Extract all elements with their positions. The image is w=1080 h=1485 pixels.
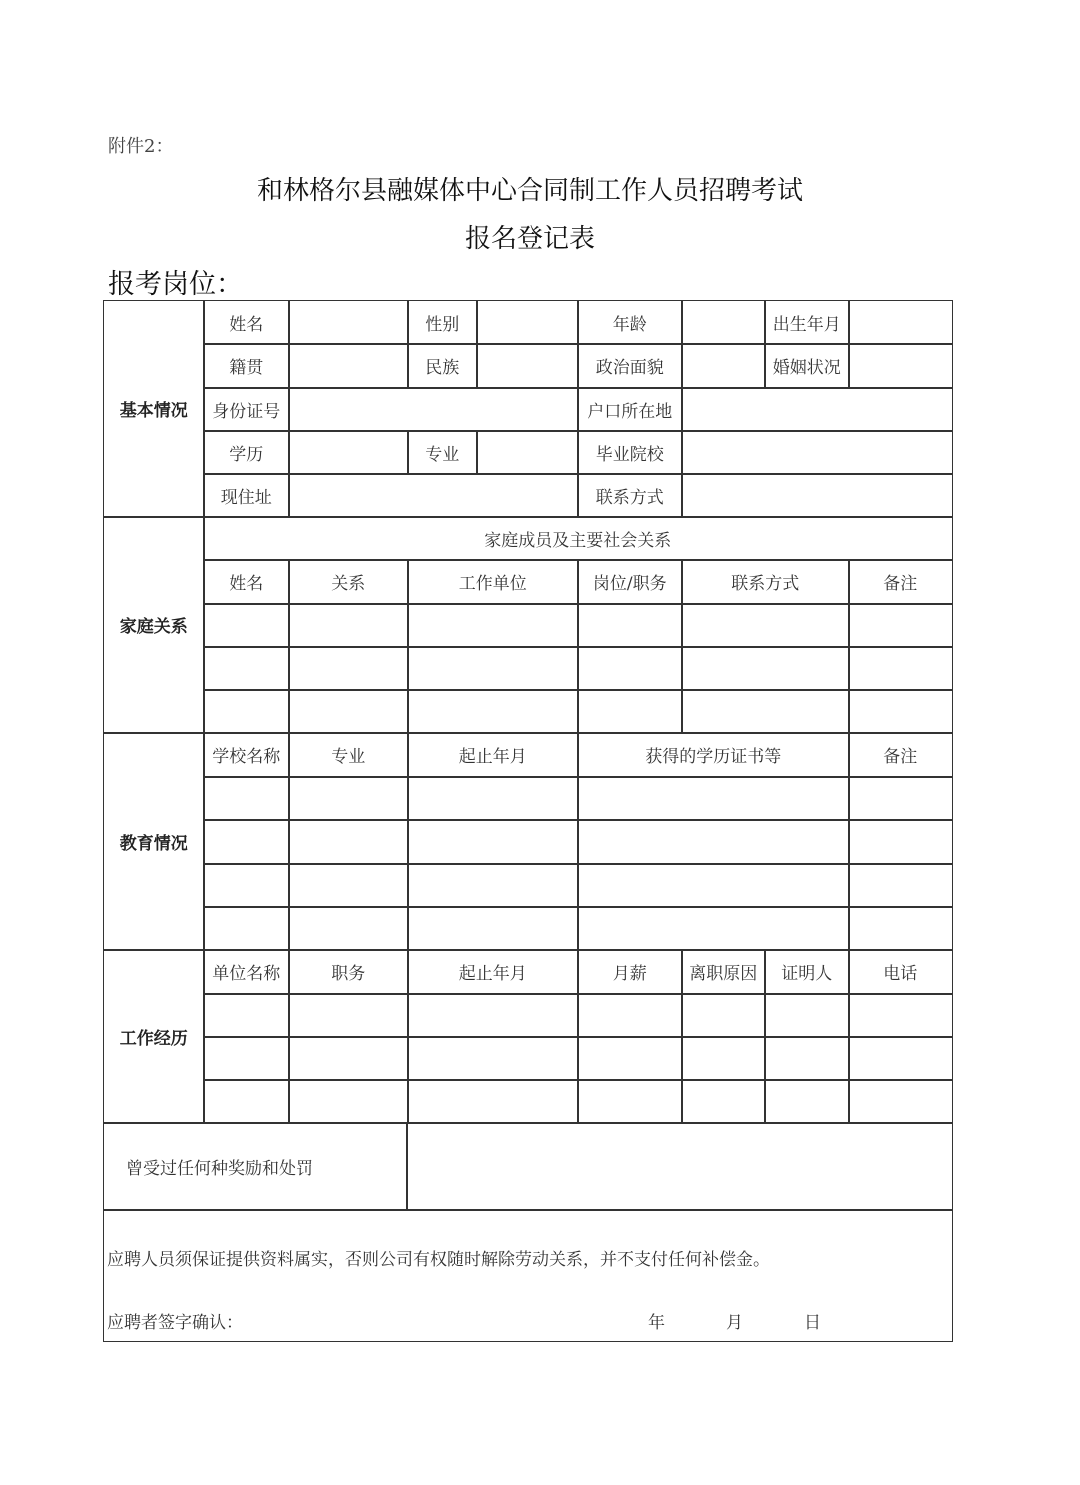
family-cell[interactable] bbox=[577, 603, 683, 648]
family-cell[interactable] bbox=[203, 689, 290, 734]
work-cell[interactable] bbox=[577, 1036, 683, 1081]
signature-label: 应聘者签字确认： bbox=[107, 1313, 243, 1333]
education-cell[interactable] bbox=[577, 776, 850, 821]
section-basic: 基本情况 bbox=[103, 300, 205, 518]
education-cell[interactable] bbox=[407, 863, 579, 908]
work-cell[interactable] bbox=[681, 1036, 766, 1081]
education-col-header: 获得的学历证书等 bbox=[577, 732, 850, 778]
work-col-header: 证明人 bbox=[764, 949, 850, 995]
family-cell[interactable] bbox=[848, 603, 953, 648]
position-label: 报考岗位： bbox=[108, 269, 243, 300]
family-cell[interactable] bbox=[848, 689, 953, 734]
field-hukou[interactable] bbox=[681, 387, 953, 432]
attachment-label: 附件2： bbox=[108, 136, 174, 157]
education-cell[interactable] bbox=[288, 776, 409, 821]
education-cell[interactable] bbox=[407, 776, 579, 821]
family-cell[interactable] bbox=[203, 646, 290, 691]
awards-label: 曾受过任何种奖励和处罚 bbox=[103, 1122, 408, 1211]
family-cell[interactable] bbox=[848, 646, 953, 691]
work-cell[interactable] bbox=[288, 1036, 409, 1081]
field-contact[interactable] bbox=[681, 473, 953, 518]
education-cell[interactable] bbox=[848, 863, 953, 908]
family-cell[interactable] bbox=[288, 689, 409, 734]
date-day: 日 bbox=[804, 1313, 821, 1333]
form-title: 和林格尔县融媒体中心合同制工作人员招聘考试 bbox=[256, 176, 803, 206]
form-subtitle: 报名登记表 bbox=[464, 224, 595, 254]
family-cell[interactable] bbox=[577, 689, 683, 734]
education-cell[interactable] bbox=[407, 819, 579, 865]
field-address[interactable] bbox=[288, 473, 579, 518]
education-cell[interactable] bbox=[577, 863, 850, 908]
work-cell[interactable] bbox=[288, 1079, 409, 1124]
label-id-number: 身份证号 bbox=[203, 387, 290, 432]
label-name: 姓名 bbox=[203, 300, 290, 345]
awards-field[interactable] bbox=[406, 1122, 953, 1211]
education-cell[interactable] bbox=[203, 863, 290, 908]
field-gender[interactable] bbox=[476, 300, 579, 345]
family-header: 家庭成员及主要社会关系 bbox=[203, 516, 953, 561]
label-contact: 联系方式 bbox=[577, 473, 683, 518]
work-col-header: 电话 bbox=[848, 949, 953, 995]
work-col-header: 月薪 bbox=[577, 949, 683, 995]
family-cell[interactable] bbox=[407, 689, 579, 734]
education-cell[interactable] bbox=[848, 906, 953, 951]
field-birth[interactable] bbox=[848, 300, 953, 345]
work-cell[interactable] bbox=[848, 993, 953, 1038]
label-ethnicity: 民族 bbox=[407, 343, 478, 389]
family-col-header: 工作单位 bbox=[407, 559, 579, 605]
education-cell[interactable] bbox=[577, 906, 850, 951]
education-cell[interactable] bbox=[577, 819, 850, 865]
education-cell[interactable] bbox=[288, 863, 409, 908]
family-cell[interactable] bbox=[288, 603, 409, 648]
work-cell[interactable] bbox=[681, 1079, 766, 1124]
label-address: 现住址 bbox=[203, 473, 290, 518]
education-cell[interactable] bbox=[407, 906, 579, 951]
label-marital: 婚姻状况 bbox=[764, 343, 850, 389]
family-col-header: 备注 bbox=[848, 559, 953, 605]
work-cell[interactable] bbox=[407, 1036, 579, 1081]
family-col-header: 关系 bbox=[288, 559, 409, 605]
label-school: 毕业院校 bbox=[577, 430, 683, 475]
work-col-header: 单位名称 bbox=[203, 949, 290, 995]
work-cell[interactable] bbox=[848, 1036, 953, 1081]
field-education[interactable] bbox=[288, 430, 409, 475]
label-major: 专业 bbox=[407, 430, 478, 475]
field-id-number[interactable] bbox=[288, 387, 579, 432]
education-cell[interactable] bbox=[288, 906, 409, 951]
work-cell[interactable] bbox=[764, 1036, 850, 1081]
field-ethnicity[interactable] bbox=[476, 343, 579, 389]
field-school[interactable] bbox=[681, 430, 953, 475]
education-cell[interactable] bbox=[203, 906, 290, 951]
work-cell[interactable] bbox=[407, 1079, 579, 1124]
declaration-text: 应聘人员须保证提供资料属实，否则公司有权随时解除劳动关系，并不支付任何补偿金。 bbox=[107, 1250, 770, 1270]
work-cell[interactable] bbox=[407, 993, 579, 1038]
work-cell[interactable] bbox=[681, 993, 766, 1038]
date-month: 月 bbox=[726, 1313, 743, 1333]
work-cell[interactable] bbox=[848, 1079, 953, 1124]
work-col-header: 起止年月 bbox=[407, 949, 579, 995]
family-cell[interactable] bbox=[407, 646, 579, 691]
work-cell[interactable] bbox=[764, 993, 850, 1038]
label-birth: 出生年月 bbox=[764, 300, 850, 345]
work-cell[interactable] bbox=[203, 1079, 290, 1124]
label-native: 籍贯 bbox=[203, 343, 290, 389]
work-cell[interactable] bbox=[764, 1079, 850, 1124]
label-gender: 性别 bbox=[407, 300, 478, 345]
field-marital[interactable] bbox=[848, 343, 953, 389]
education-cell[interactable] bbox=[203, 819, 290, 865]
label-hukou: 户口所在地 bbox=[577, 387, 683, 432]
work-cell[interactable] bbox=[577, 1079, 683, 1124]
date-year: 年 bbox=[648, 1313, 665, 1333]
label-education: 学历 bbox=[203, 430, 290, 475]
work-cell[interactable] bbox=[577, 993, 683, 1038]
work-cell[interactable] bbox=[288, 993, 409, 1038]
field-age[interactable] bbox=[681, 300, 766, 345]
work-col-header: 离职原因 bbox=[681, 949, 766, 995]
education-col-header: 备注 bbox=[848, 732, 953, 778]
education-col-header: 学校名称 bbox=[203, 732, 290, 778]
work-col-header: 职务 bbox=[288, 949, 409, 995]
field-native[interactable] bbox=[288, 343, 409, 389]
work-cell[interactable] bbox=[203, 1036, 290, 1081]
education-cell[interactable] bbox=[288, 819, 409, 865]
education-col-header: 专业 bbox=[288, 732, 409, 778]
field-political[interactable] bbox=[681, 343, 766, 389]
section-education: 教育情况 bbox=[103, 732, 205, 951]
family-col-header: 联系方式 bbox=[681, 559, 850, 605]
family-col-header: 岗位/职务 bbox=[577, 559, 683, 605]
family-cell[interactable] bbox=[407, 603, 579, 648]
section-family: 家庭关系 bbox=[103, 516, 205, 734]
family-cell[interactable] bbox=[681, 603, 850, 648]
label-political: 政治面貌 bbox=[577, 343, 683, 389]
family-cell[interactable] bbox=[288, 646, 409, 691]
field-major[interactable] bbox=[476, 430, 579, 475]
work-cell[interactable] bbox=[203, 993, 290, 1038]
family-cell[interactable] bbox=[681, 646, 850, 691]
education-cell[interactable] bbox=[203, 776, 290, 821]
family-cell[interactable] bbox=[681, 689, 850, 734]
label-age: 年龄 bbox=[577, 300, 683, 345]
education-cell[interactable] bbox=[848, 819, 953, 865]
education-col-header: 起止年月 bbox=[407, 732, 579, 778]
section-work: 工作经历 bbox=[103, 949, 205, 1124]
family-cell[interactable] bbox=[577, 646, 683, 691]
field-name[interactable] bbox=[288, 300, 409, 345]
education-cell[interactable] bbox=[848, 776, 953, 821]
family-col-header: 姓名 bbox=[203, 559, 290, 605]
family-cell[interactable] bbox=[203, 603, 290, 648]
